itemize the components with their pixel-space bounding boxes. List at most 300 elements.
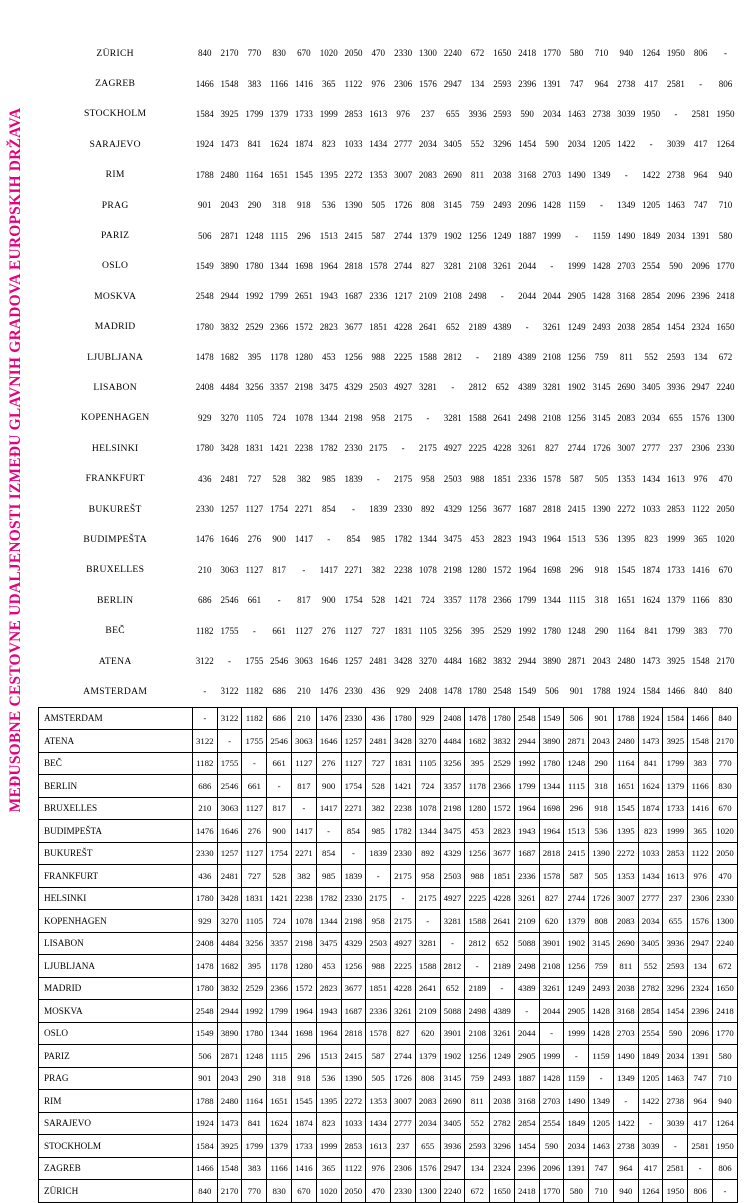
matrix-cell: 2198: [292, 932, 317, 955]
matrix-cell: 1755: [217, 752, 242, 775]
matrix-cell: 3925: [217, 1135, 242, 1158]
matrix-cell: 710: [594, 48, 609, 59]
matrix-cell: 3145: [440, 1067, 465, 1090]
matrix-cell: 1127: [242, 797, 267, 820]
matrix-cell: 2823: [316, 977, 341, 1000]
matrix-cell: 670: [297, 48, 311, 59]
matrix-cell: 1624: [642, 595, 661, 606]
matrix-cell: 590: [669, 260, 683, 271]
matrix-cell: 1417: [294, 534, 313, 545]
matrix-cell: 3007: [391, 1090, 416, 1113]
matrix-cell: 2044: [514, 1022, 539, 1045]
matrix-cell: -: [624, 169, 628, 180]
matrix-cell: 2324: [688, 977, 713, 1000]
matrix-cell: 2083: [613, 910, 638, 933]
matrix-cell: 2038: [493, 169, 512, 180]
matrix-cell: 1249: [490, 1045, 515, 1068]
matrix-cell: 2175: [369, 443, 388, 454]
matrix-cell: 2189: [493, 352, 512, 363]
matrix-cell: 1454: [666, 321, 685, 332]
matrix-cell: 1799: [518, 595, 537, 606]
matrix-cell: 900: [321, 595, 336, 606]
matrix-row-label: PARIZ: [39, 1045, 193, 1068]
matrix-cell: 4228: [391, 977, 416, 1000]
matrix-cell: 3122: [217, 707, 242, 730]
matrix-cell: 841: [247, 139, 262, 150]
matrix-cell: 985: [316, 865, 341, 888]
distance-matrix-top: [38, 38, 738, 707]
matrix-cell: 808: [421, 200, 435, 211]
matrix-cell: 1391: [542, 78, 561, 89]
matrix-cell: 1422: [638, 1090, 663, 1113]
matrix-cell: 1831: [242, 887, 267, 910]
matrix-cell: 2306: [691, 443, 710, 454]
matrix-cell: 1473: [642, 656, 661, 666]
matrix-cell: 2225: [394, 352, 413, 363]
matrix-cell: 827: [391, 1022, 416, 1045]
matrix-cell: 3357: [267, 932, 292, 955]
matrix-cell: 661: [247, 595, 262, 606]
matrix-cell: 770: [713, 752, 738, 775]
matrix-cell: 1687: [344, 291, 363, 302]
matrix-cell: 1127: [341, 752, 366, 775]
matrix-cell: 2905: [564, 1000, 589, 1023]
matrix-cell: 1391: [691, 230, 710, 241]
matrix-cell: 436: [366, 707, 391, 730]
matrix-cell: 1205: [592, 139, 611, 150]
matrix-cell: 1122: [344, 78, 363, 89]
matrix-cell: 505: [594, 473, 609, 484]
matrix-cell: 1839: [344, 473, 363, 484]
matrix-cell: 3261: [493, 260, 512, 271]
matrix-row: [39, 1000, 738, 1023]
matrix-cell: 2336: [369, 291, 388, 302]
matrix-cell: 1395: [613, 820, 638, 843]
matrix-cell: 3063: [294, 656, 313, 666]
matrix-cell: 1992: [514, 752, 539, 775]
matrix-cell: 3270: [415, 730, 440, 753]
matrix-cell: 1588: [418, 352, 437, 363]
matrix-cell: 830: [267, 1180, 292, 1203]
matrix-cell: 1646: [316, 730, 341, 753]
matrix-cell: 3168: [518, 169, 537, 180]
matrix-cell: 817: [272, 564, 286, 575]
matrix-cell: 2170: [217, 1180, 242, 1203]
matrix-cell: 3270: [217, 910, 242, 933]
matrix-cell: 2324: [691, 321, 710, 332]
matrix-cell: 134: [465, 1157, 490, 1180]
matrix-cell: 1257: [217, 842, 242, 865]
matrix-cell: 841: [242, 1112, 267, 1135]
matrix-cell: 940: [713, 1090, 738, 1113]
matrix-cell: 2593: [493, 108, 512, 119]
matrix-cell: 2175: [418, 443, 437, 454]
matrix-cell: 1166: [691, 595, 710, 606]
matrix-cell: 290: [589, 752, 614, 775]
matrix-cell: 2744: [564, 887, 589, 910]
matrix-cell: 710: [718, 200, 733, 211]
matrix-cell: 3261: [518, 443, 537, 454]
matrix-cell: 2498: [514, 955, 539, 978]
matrix-top-row: [38, 676, 738, 706]
matrix-cell: 3063: [220, 564, 239, 575]
matrix-cell: 901: [197, 200, 212, 211]
matrix-cell: 770: [718, 625, 733, 636]
matrix-cell: 686: [272, 686, 286, 697]
matrix-top-row-label: PARIZ: [100, 230, 130, 242]
matrix-cell: 552: [470, 139, 485, 150]
matrix-cell: 276: [242, 820, 267, 843]
matrix-cell: 2493: [490, 1067, 515, 1090]
matrix-cell: 808: [415, 1067, 440, 1090]
matrix-cell: 727: [366, 752, 391, 775]
matrix-cell: 2108: [465, 1022, 490, 1045]
matrix-cell: 318: [272, 200, 286, 211]
matrix-cell: 1344: [539, 775, 564, 798]
matrix-cell: 2503: [440, 865, 465, 888]
matrix-row-label: ZÜRICH: [39, 1180, 193, 1203]
matrix-cell: 1548: [688, 730, 713, 753]
matrix-cell: 2044: [542, 291, 561, 302]
matrix-cell: -: [252, 625, 256, 636]
matrix-cell: 2408: [192, 932, 217, 955]
matrix-cell: 1249: [564, 977, 589, 1000]
matrix-cell: 1549: [518, 686, 537, 697]
matrix-cell: 1422: [617, 139, 636, 150]
matrix-cell: 1999: [539, 1045, 564, 1068]
matrix-cell: 823: [316, 1112, 341, 1135]
matrix-cell: 1182: [195, 625, 214, 636]
matrix-cell: 4389: [514, 977, 539, 1000]
matrix-cell: 1999: [564, 1022, 589, 1045]
matrix-cell: 453: [321, 352, 336, 363]
matrix-top-row-label: PRAG: [101, 199, 129, 211]
matrix-cell: 2306: [394, 78, 413, 89]
matrix-cell: 2871: [567, 656, 586, 666]
matrix-cell: 1205: [642, 200, 661, 211]
matrix-cell: 1300: [418, 48, 437, 59]
matrix-cell: 3677: [341, 977, 366, 1000]
matrix-cell: 1178: [465, 775, 490, 798]
matrix-cell: 2546: [220, 595, 239, 606]
matrix-cell: 841: [644, 625, 658, 636]
matrix-cell: 1545: [613, 797, 638, 820]
matrix-top-row: [38, 524, 738, 554]
matrix-cell: 1950: [713, 1135, 738, 1158]
matrix-cell: 2170: [713, 730, 738, 753]
matrix-cell: 1726: [394, 200, 413, 211]
matrix-cell: 1624: [267, 1112, 292, 1135]
matrix-top-row: [38, 68, 738, 98]
matrix-cell: 580: [713, 1045, 738, 1068]
matrix-cell: 1513: [564, 820, 589, 843]
matrix-cell: 3007: [394, 169, 413, 180]
matrix-cell: 3677: [490, 842, 515, 865]
matrix-cell: 382: [292, 865, 317, 888]
matrix-row-label: OSLO: [39, 1022, 193, 1045]
matrix-cell: 2481: [217, 865, 242, 888]
matrix-cell: 1874: [292, 1112, 317, 1135]
matrix-cell: 1839: [369, 504, 388, 515]
matrix-cell: 3832: [217, 977, 242, 1000]
matrix-cell: 2812: [465, 932, 490, 955]
matrix-cell: 1395: [319, 169, 338, 180]
matrix-cell: 1780: [539, 752, 564, 775]
matrix-cell: 727: [371, 625, 386, 636]
matrix-cell: 747: [569, 78, 584, 89]
matrix-cell: 3039: [663, 1112, 688, 1135]
matrix-cell: 2050: [341, 1180, 366, 1203]
matrix-cell: 900: [267, 820, 292, 843]
matrix-cell: 1831: [391, 752, 416, 775]
matrix-cell: 1466: [192, 1157, 217, 1180]
matrix-cell: 1164: [242, 1090, 267, 1113]
matrix-cell: 1466: [688, 707, 713, 730]
matrix-cell: 1264: [642, 48, 661, 59]
matrix-cell: 3296: [490, 1135, 515, 1158]
matrix-cell: 2853: [344, 108, 363, 119]
matrix-cell: 4484: [440, 730, 465, 753]
matrix-cell: 1726: [592, 443, 611, 454]
matrix-cell: 2703: [617, 260, 636, 271]
matrix-row: [39, 752, 738, 775]
matrix-cell: 2109: [418, 291, 437, 302]
matrix-cell: 1390: [589, 842, 614, 865]
matrix-cell: 1078: [292, 910, 317, 933]
matrix-cell: 453: [465, 820, 490, 843]
matrix-cell: 395: [247, 352, 262, 363]
matrix-cell: 2529: [493, 625, 512, 636]
matrix-cell: 395: [242, 955, 267, 978]
matrix-cell: 672: [465, 1180, 490, 1203]
matrix-row-label: AMSTERDAM: [39, 707, 193, 730]
matrix-top-row-label: AMSTERDAM: [83, 685, 148, 697]
matrix-cell: 1651: [613, 775, 638, 798]
matrix-cell: 1964: [542, 534, 561, 545]
matrix-cell: 806: [693, 48, 708, 59]
matrix-cell: 1166: [688, 775, 713, 798]
matrix-cell: 2641: [418, 321, 437, 332]
matrix-cell: 2306: [391, 1157, 416, 1180]
matrix-cell: 1466: [666, 686, 685, 697]
matrix-cell: 1902: [443, 230, 462, 241]
matrix-cell: 2777: [638, 887, 663, 910]
matrix-cell: 4927: [391, 932, 416, 955]
matrix-cell: 3145: [443, 200, 462, 211]
matrix-cell: 4927: [440, 887, 465, 910]
matrix-cell: 2038: [613, 977, 638, 1000]
matrix-cell: 2044: [539, 1000, 564, 1023]
matrix-cell: 2108: [539, 955, 564, 978]
matrix-cell: 580: [718, 230, 733, 241]
matrix-cell: 2823: [490, 820, 515, 843]
matrix-cell: 2109: [514, 910, 539, 933]
matrix-cell: 4389: [518, 352, 537, 363]
matrix-cell: 652: [490, 932, 515, 955]
matrix-cell: 1476: [319, 686, 338, 697]
matrix-cell: 1613: [663, 865, 688, 888]
matrix-cell: 2272: [341, 1090, 366, 1113]
matrix-cell: 2330: [341, 707, 366, 730]
matrix-cell: 2493: [592, 321, 611, 332]
matrix-cell: 2593: [465, 1135, 490, 1158]
matrix-top-row: [38, 129, 738, 159]
matrix-cell: 1164: [613, 752, 638, 775]
matrix-cell: 1698: [292, 1022, 317, 1045]
matrix-cell: 1545: [294, 169, 313, 180]
matrix-cell: 2050: [716, 504, 735, 515]
matrix-cell: 2096: [691, 260, 710, 271]
matrix-cell: 1478: [465, 707, 490, 730]
matrix-cell: 417: [688, 1112, 713, 1135]
matrix-cell: 3357: [440, 775, 465, 798]
matrix-cell: 830: [713, 775, 738, 798]
matrix-cell: 1159: [592, 230, 611, 241]
page-title: MEĐUSOBNE CESTOVNE UDALJENOSTI IZMEĐU GLAVNIH GRADOVA EUROPSKIH DRŽAVA: [7, 107, 24, 813]
matrix-cell: 2175: [366, 887, 391, 910]
matrix-cell: 1578: [369, 260, 388, 271]
matrix-top-row: [38, 585, 738, 615]
matrix-cell: 365: [693, 534, 708, 545]
matrix-row: [39, 797, 738, 820]
matrix-top-row: [38, 281, 738, 311]
matrix-cell: 1572: [490, 797, 515, 820]
matrix-cell: 1943: [319, 291, 338, 302]
matrix-cell: 290: [242, 1067, 267, 1090]
matrix-cell: 1999: [316, 1135, 341, 1158]
matrix-cell: 365: [688, 820, 713, 843]
matrix-row-label: BUKUREŠT: [39, 842, 193, 865]
matrix-cell: 1454: [514, 1135, 539, 1158]
matrix-cell: 2043: [592, 656, 611, 666]
matrix-cell: 1839: [366, 842, 391, 865]
matrix-cell: 1578: [542, 473, 561, 484]
matrix-cell: 1950: [716, 108, 735, 119]
matrix-cell: 1548: [220, 78, 239, 89]
matrix-cell: 900: [316, 775, 341, 798]
matrix-cell: 436: [192, 865, 217, 888]
matrix-cell: 2854: [642, 291, 661, 302]
matrix-cell: 1964: [319, 260, 338, 271]
matrix-cell: 4389: [493, 321, 512, 332]
matrix-cell: 383: [688, 752, 713, 775]
matrix-cell: 2225: [391, 955, 416, 978]
matrix-cell: 823: [638, 820, 663, 843]
matrix-cell: 2044: [518, 260, 537, 271]
matrix-cell: 988: [470, 473, 485, 484]
matrix-cell: 817: [292, 775, 317, 798]
matrix-cell: 1780: [242, 1022, 267, 1045]
matrix-cell: 827: [421, 260, 435, 271]
matrix-cell: 3007: [613, 887, 638, 910]
matrix-cell: 3281: [542, 382, 561, 393]
matrix-top-row: [38, 615, 738, 645]
matrix-top-row: [38, 403, 738, 433]
matrix-cell: 1874: [638, 797, 663, 820]
matrix-cell: 1780: [245, 260, 264, 271]
matrix-cell: 2854: [642, 321, 661, 332]
matrix-cell: -: [539, 1022, 564, 1045]
matrix-cell: 672: [470, 48, 485, 59]
matrix-cell: 3281: [418, 382, 437, 393]
matrix-cell: 976: [396, 108, 410, 119]
matrix-cell: 4228: [394, 321, 413, 332]
matrix-cell: 2044: [518, 291, 537, 302]
matrix-cell: 3168: [613, 1000, 638, 1023]
matrix-cell: 2189: [465, 977, 490, 1000]
matrix-cell: 237: [669, 443, 683, 454]
matrix-cell: 3832: [490, 730, 515, 753]
matrix-cell: 2947: [688, 932, 713, 955]
matrix-cell: 1754: [341, 775, 366, 798]
matrix-cell: 840: [713, 707, 738, 730]
matrix-cell: 2336: [366, 1000, 391, 1023]
matrix-cell: 3145: [589, 932, 614, 955]
matrix-cell: 1782: [391, 820, 416, 843]
matrix-cell: 918: [589, 797, 614, 820]
matrix-top-row-label: BUKUREŠT: [88, 503, 142, 515]
matrix-cell: 3936: [468, 108, 487, 119]
matrix-cell: 710: [713, 1067, 738, 1090]
matrix-cell: 1454: [663, 1000, 688, 1023]
matrix-cell: 841: [638, 752, 663, 775]
matrix-cell: 988: [371, 352, 386, 363]
matrix-cell: 1164: [617, 625, 636, 636]
matrix-cell: 1257: [341, 730, 366, 753]
matrix-cell: 892: [415, 842, 440, 865]
matrix-cell: 1755: [242, 730, 267, 753]
matrix-cell: 1349: [589, 1090, 614, 1113]
matrix-cell: 2043: [220, 200, 239, 211]
matrix-cell: 3832: [220, 321, 239, 332]
matrix-cell: 1943: [518, 534, 537, 545]
matrix-cell: 1256: [468, 230, 487, 241]
matrix-cell: 1416: [294, 78, 313, 89]
matrix-cell: 1799: [267, 1000, 292, 1023]
matrix-cell: 988: [465, 865, 490, 888]
matrix-cell: 1964: [316, 1022, 341, 1045]
matrix-cell: 2593: [663, 955, 688, 978]
matrix-row: [39, 775, 738, 798]
matrix-cell: 661: [242, 775, 267, 798]
matrix-cell: 806: [718, 78, 733, 89]
matrix-cell: 3901: [440, 1022, 465, 1045]
matrix-cell: 1733: [663, 797, 688, 820]
matrix-cell: 2306: [688, 887, 713, 910]
matrix-cell: 1513: [319, 230, 338, 241]
matrix-cell: 3936: [663, 932, 688, 955]
matrix-row-label: BRUXELLES: [39, 797, 193, 820]
matrix-cell: 1256: [564, 955, 589, 978]
matrix-cell: 2272: [613, 842, 638, 865]
matrix-cell: 1650: [490, 1180, 515, 1203]
matrix-cell: 976: [366, 1157, 391, 1180]
matrix-cell: 1127: [242, 842, 267, 865]
distance-matrix: [38, 38, 738, 1196]
matrix-cell: 2871: [217, 1045, 242, 1068]
matrix-cell: 2947: [691, 382, 710, 393]
matrix-top-row: [38, 160, 738, 190]
matrix-cell: 823: [644, 534, 658, 545]
matrix-cell: 1466: [195, 78, 214, 89]
matrix-cell: -: [550, 260, 554, 271]
matrix-cell: 2108: [468, 260, 487, 271]
matrix-row: [39, 707, 738, 730]
matrix-cell: 1799: [242, 1135, 267, 1158]
matrix-cell: 1788: [613, 707, 638, 730]
matrix-cell: -: [192, 707, 217, 730]
matrix-cell: 1454: [518, 139, 537, 150]
